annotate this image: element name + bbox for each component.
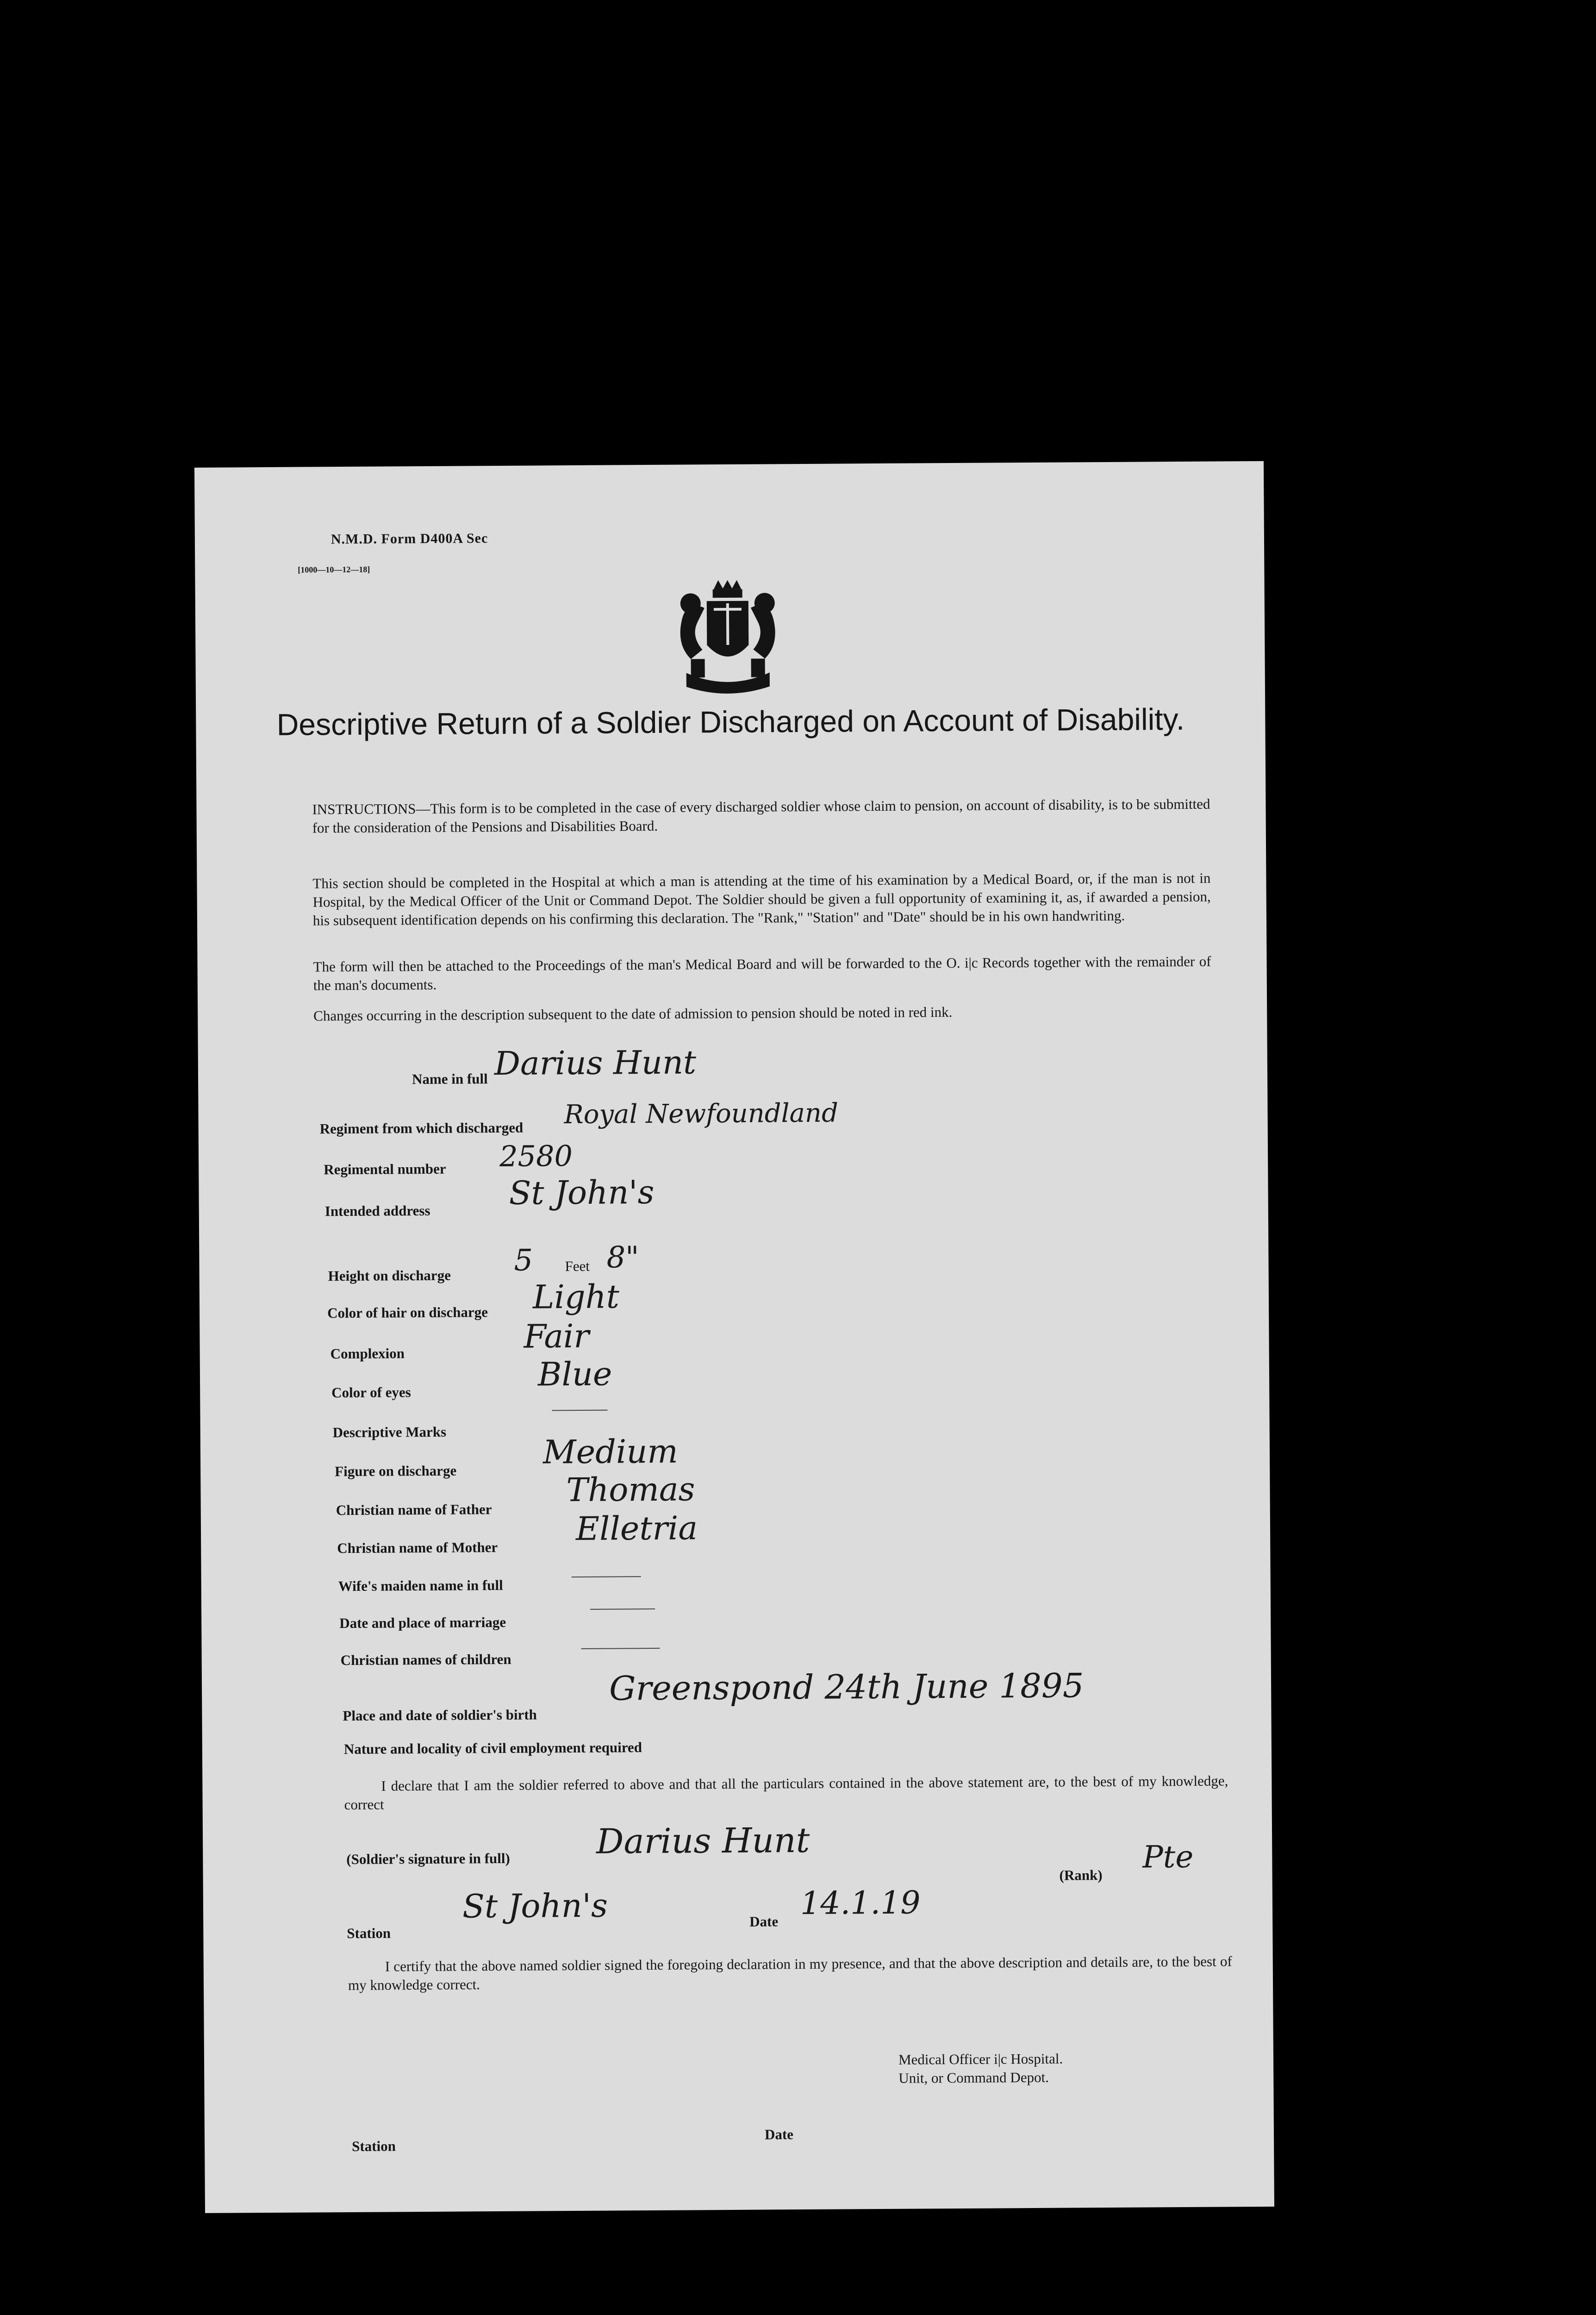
regimental-number-value: 2580	[499, 1139, 573, 1174]
mother-name-label: Christian name of Mother	[337, 1539, 498, 1557]
cert-date-label: Date	[764, 2126, 794, 2143]
forward-note-text: The form will then be attached to the Proceedings of the man's Medical Board and will be forwarded to the O. i|c Records together with the remainder of the man's documents.	[313, 953, 1211, 994]
father-name-label: Christian name of Father	[336, 1501, 492, 1519]
hair-color-value: Light	[532, 1277, 620, 1316]
height-feet-value: 5	[514, 1243, 533, 1278]
complexion-value: Fair	[524, 1317, 590, 1356]
station-value: St John's	[462, 1886, 608, 1926]
father-name-value: Thomas	[566, 1470, 695, 1509]
name-value: Darius Hunt	[494, 1043, 697, 1083]
declaration-text: I declare that I am the soldier referred to above and that all the particulars contained in the above statement are, to the best of my knowledge, correct	[344, 1772, 1228, 1813]
cert-station-label: Station	[352, 2138, 396, 2154]
birth-value: Greenspond 24th June 1895	[609, 1666, 1084, 1708]
marks-blank-line	[552, 1410, 607, 1411]
royal-coat-of-arms-icon	[658, 580, 798, 701]
form-page	[194, 461, 1274, 2213]
certification-text: I certify that the above named soldier signed the foregoing declaration in my presence, and that the above description and details are, to the best of my knowledge correct.	[348, 1953, 1232, 1994]
children-blank-line	[581, 1648, 660, 1649]
soldier-signature: Darius Hunt	[596, 1820, 810, 1862]
eye-color-value: Blue	[537, 1355, 612, 1394]
rank-value: Pte	[1142, 1839, 1194, 1875]
section-note-text: This section should be completed in the Hospital at which a man is attending at the time of his examination by a Medical Board, or, if the man is not in Hospital, by the Medical Officer of the Unit or Command Depot. The Soldier should be given a full opportunity of examining it, as, if awarded a pension, his subsequent identification depends on his confirming this declaration. The "Rank," "Station" and "Date" should be in his own handwriting.	[312, 870, 1211, 929]
officer-title-line2: Unit, or Command Depot.	[898, 2069, 1049, 2086]
regimental-number-label: Regimental number	[324, 1160, 446, 1178]
figure-value: Medium	[542, 1432, 679, 1471]
mother-name-value: Elletria	[575, 1509, 698, 1548]
marriage-blank-line	[590, 1608, 655, 1610]
wife-blank-line	[572, 1576, 641, 1577]
form-number: N.M.D. Form D400A Sec	[330, 531, 488, 547]
print-code: [1000—10—12—18]	[298, 564, 370, 575]
signature-label: (Soldier's signature in full)	[346, 1850, 510, 1868]
height-inches-value: 8"	[606, 1240, 639, 1275]
feet-label: Feet	[565, 1258, 590, 1275]
form-title: Descriptive Return of a Soldier Discharged on Account of Disability.	[276, 701, 1185, 742]
instructions-text: INSTRUCTIONS—This form is to be completed in the case of every discharged soldier whose claim to pension, on account of disability, is to be submitted for the consideration of the Pensions and Disabilities Board.	[312, 795, 1210, 836]
rank-label: (Rank)	[1059, 1867, 1103, 1883]
address-label: Intended address	[324, 1202, 430, 1220]
children-label: Christian names of children	[340, 1651, 511, 1669]
regiment-value: Royal Newfoundland	[564, 1098, 839, 1130]
station-label: Station	[347, 1925, 391, 1942]
eye-color-label: Color of eyes	[331, 1384, 411, 1401]
complexion-label: Complexion	[330, 1345, 405, 1362]
descriptive-marks-label: Descriptive Marks	[332, 1423, 447, 1441]
officer-title-line1: Medical Officer i|c Hospital.	[898, 2050, 1063, 2068]
name-label: Name in full	[411, 1070, 488, 1088]
employment-label: Nature and locality of civil employment required	[343, 1739, 642, 1758]
figure-label: Figure on discharge	[335, 1462, 457, 1480]
address-value: St John's	[509, 1173, 655, 1212]
birth-label: Place and date of soldier's birth	[343, 1706, 537, 1724]
wife-name-label: Wife's maiden name in full	[338, 1577, 503, 1595]
regiment-label: Regiment from which discharged	[319, 1119, 524, 1137]
hair-color-label: Color of hair on discharge	[327, 1304, 488, 1321]
changes-note-text: Changes occurring in the description subsequent to the date of admission to pension should be noted in red ink.	[313, 1004, 953, 1024]
height-label: Height on discharge	[328, 1267, 451, 1284]
date-value: 14.1.19	[800, 1884, 921, 1922]
date-label: Date	[749, 1913, 779, 1930]
marriage-label: Date and place of marriage	[339, 1614, 506, 1632]
